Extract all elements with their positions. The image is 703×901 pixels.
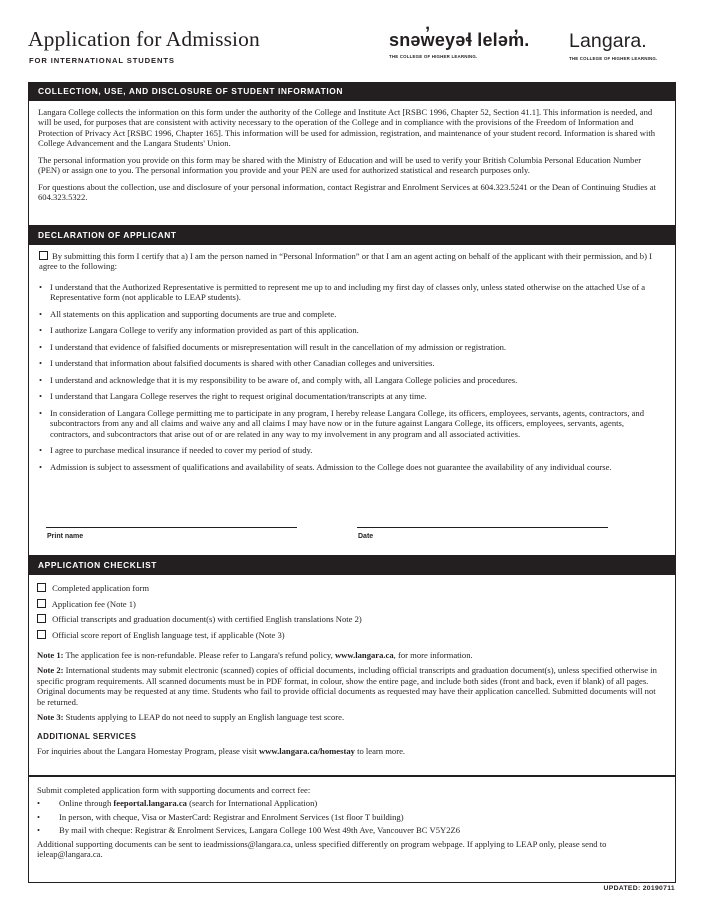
additional-services-text-a: For inquiries about the Langara Homestay Program, please visit: [37, 745, 259, 756]
refund-policy-link[interactable]: www.langara.ca: [334, 650, 394, 660]
submission-method-online: [37, 798, 665, 808]
declaration-intro: [29, 245, 675, 272]
signature-area: [46, 527, 676, 549]
checklist-item-label: Application fee (Note 1): [51, 598, 136, 609]
declaration-item: • Admission is subject to assessment of qualifications and availability of seats. Admission to the College does not guarantee the availability of any individual course.: [39, 462, 663, 472]
additional-services-text-b: to learn more.: [354, 745, 406, 756]
checklist-checkbox[interactable]: [37, 614, 46, 623]
declaration-item: • I understand that Langara College reserves the right to request original documentation/transcripts at any time.: [39, 391, 663, 401]
print-name-field[interactable]: [46, 527, 297, 528]
declaration-item: • I understand and acknowledge that it is my responsibility to be aware of, and comply with, all Langara College policies and procedures.: [39, 375, 663, 385]
langara-logo-wordmark: Langara.: [569, 30, 647, 52]
additional-services-heading: ADDITIONAL SERVICES: [37, 731, 137, 741]
declaration-item: • All statements on this application and supporting documents are true and complete.: [39, 309, 663, 319]
page-subtitle: FOR INTERNATIONAL STUDENTS: [29, 56, 175, 65]
checklist-checkbox[interactable]: [37, 630, 46, 639]
submission-method-in-person: • In person, with cheque, Visa or MasterCard: Registrar and Enrolment Services (1st floor T building): [37, 812, 665, 822]
checklist-item-label: Completed application form: [52, 583, 150, 593]
declaration-item: • In consideration of Langara College permitting me to participate in any program, I hereby release Langara College, its officers, employees, servants, agents, contractors, and subcontractors from any and all claims and waive any and all claims I may have now or in the future against Langara College, its officers, employees, servants, agents, contractors, and subcontractors that arise out of or are related in any way to my involvement in any program and all associated activities.: [39, 408, 663, 439]
additional-services-text: [29, 746, 675, 756]
page-title: Application for Admission: [28, 27, 260, 51]
updated-date: UPDATED: 20190711: [603, 885, 675, 892]
checklist-item: [37, 630, 665, 646]
checklist-checkbox[interactable]: [37, 599, 46, 608]
date-label: Date: [358, 533, 374, 540]
checklist-item: [37, 599, 665, 615]
declaration-list: [29, 272, 675, 472]
declaration-item: • I understand that evidence of falsified documents or misrepresentation will result in the cancellation of my admission or registration.: [39, 342, 663, 352]
note-1-text-b: , for more information.: [393, 650, 473, 660]
langara-logo: [569, 30, 679, 61]
checklist-item-label: Official score report of English language test, if applicable (Note 3): [52, 629, 285, 640]
collection-paragraph-1: Langara College collects the information on this form under the authority of the College and Institute Act [RSBC 1996, Chapter 52, Section 41.1]. This information is needed, and will be used, for purposes that are consistent with activity necessary to the operation of the College and in compliance with the provisions of the Freedom of Information and Protection of Privacy Act [RSBC 1996, Chapter 165]. This information will be used for admission, registration, and maintenance of your student record. Information is shared with College Advancement and the Langara Students' Union.: [38, 107, 656, 149]
declaration-item: • I understand that the Authorized Representative is permitted to represent me up to and including my first day of classes only, unless stated otherwise on the attached Use of a Representative form (not applicable to LEAP students).: [39, 282, 663, 303]
note-2-text: International students may submit electronic (scanned) copies of official documents, including official transcripts and graduation document(s), unless specified otherwise in specific program requirements. All scanned documents must be in PDF format, in colour, show the entire page, and include both sides (front and back, even if blank) of all pages. Original documents may be requested at any time. Students who fail to provide official documents as requested may have their application cancelled. Submitted documents will not be returned.: [37, 665, 657, 707]
homestay-link[interactable]: www.langara.ca/homestay: [258, 745, 355, 756]
date-field[interactable]: [357, 527, 608, 528]
declaration-item: • I agree to purchase medical insurance if needed to cover my period of study.: [39, 445, 663, 455]
note-3-label: Note 3:: [37, 712, 64, 723]
online-text-b: (search for International Application): [186, 798, 318, 809]
collection-section: [28, 82, 676, 226]
submission-method-mail: • By mail with cheque: Registrar & Enrolment Services, Langara College 100 West 49th Ave, Vancouver BC V5Y2Z6: [37, 825, 665, 835]
declaration-intro-text: By submitting this form I certify that a) I am the person named in “Personal Information” or that I am an agent acting on behalf of the applicant with their permission, and b) I agree to the following:: [39, 251, 652, 272]
online-text-a: Online through: [59, 798, 114, 809]
checklist-item-label: Official transcripts and graduation document(s) with certified English translations Note 2): [52, 614, 362, 624]
note-1: [29, 650, 675, 660]
submission-methods: [37, 798, 665, 835]
collection-heading: COLLECTION, USE, AND DISCLOSURE OF STUDENT INFORMATION: [29, 82, 675, 101]
indigenous-logo-wordmark: snəw̓eyəɬ leləm̓.: [389, 30, 530, 50]
note-1-label: Note 1:: [37, 650, 64, 660]
declaration-checkbox[interactable]: [39, 251, 48, 260]
collection-paragraph-3: For questions about the collection, use and disclosure of your personal information, contact Registrar and Enrolment Services at 604.323.5241 or the Dean of Continuing Studies at 604.323.5322.: [38, 181, 656, 203]
additional-documents-text: Additional supporting documents can be sent to ieadmissions@langara.ca, unless specified differently on program webpage. If applying to LEAP only, please send to ieleap@langara.ca.: [37, 838, 607, 860]
checklist-item: [37, 583, 665, 599]
checklist-item: [37, 614, 665, 630]
checklist-checkbox[interactable]: [37, 583, 46, 592]
note-2-label: Note 2:: [37, 665, 64, 676]
declaration-item: • I understand that information about falsified documents is shared with other Canadian colleges and universities.: [39, 358, 663, 368]
collection-paragraph-2: The personal information you provide on this form may be shared with the Ministry of Education and will be used to verify your British Columbia Personal Education Number (PEN) or assign one to you. The personal information you provide and your PEN are used for authorized statistical and research purposes only.: [38, 154, 642, 176]
indigenous-logo-tagline: THE COLLEGE OF HIGHER LEARNING.: [389, 53, 478, 59]
submission-section: [28, 776, 676, 883]
note-3-text: Students applying to LEAP do not need to supply an English language test score.: [63, 712, 345, 723]
indigenous-name-logo: [389, 30, 549, 59]
note-1-text-a: The application fee is non-refundable. Please refer to Langara's refund policy,: [63, 650, 335, 660]
declaration-heading: DECLARATION OF APPLICANT: [29, 226, 675, 245]
note-3: [29, 712, 675, 722]
note-2: [29, 665, 675, 707]
declaration-section: [28, 226, 676, 556]
checklist-items: [29, 575, 675, 645]
checklist-section: [28, 556, 676, 776]
page-header: [0, 0, 703, 82]
fee-portal-link[interactable]: feeportal.langara.ca: [113, 798, 187, 809]
checklist-heading: APPLICATION CHECKLIST: [29, 556, 675, 575]
print-name-label: Print name: [47, 533, 84, 540]
submission-intro: Submit completed application form with supporting documents and correct fee:: [37, 785, 311, 795]
declaration-item: • I authorize Langara College to verify any information provided as part of this application.: [39, 325, 663, 335]
langara-logo-tagline: THE COLLEGE OF HIGHER LEARNING.: [569, 55, 658, 61]
